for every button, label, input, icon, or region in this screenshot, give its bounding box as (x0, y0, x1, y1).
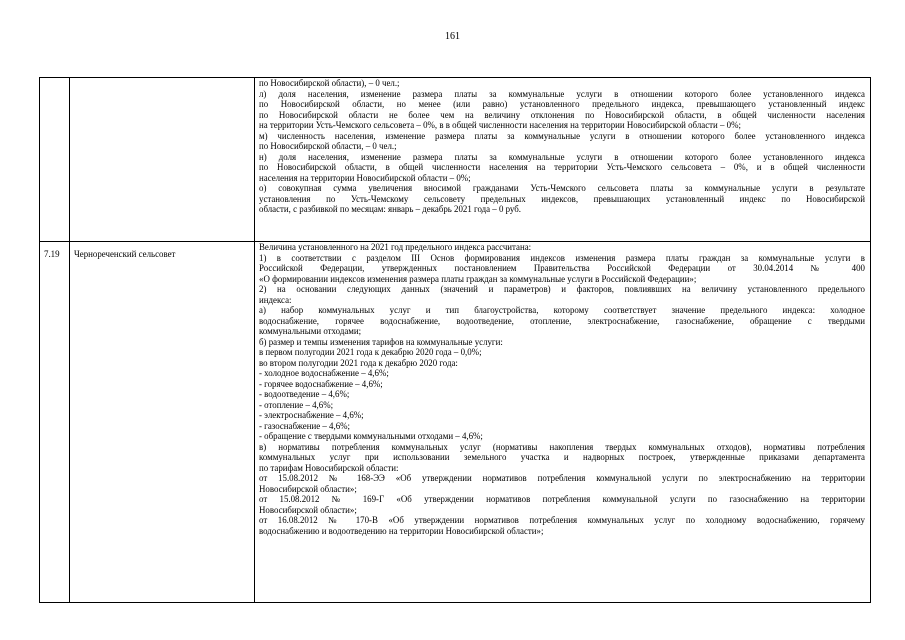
text-line: о) совокупная сумма увеличения вносимой гражданами Усть-Чемского сельсовета платы за коммунальные услуги в результате (259, 183, 865, 193)
text-line: установления по Усть-Чемскому сельсовету предельных индексов, превышающих установленный индекс по Новосибирской (259, 193, 865, 204)
municipality-name-cell: Чернореченский сельсовет (70, 242, 255, 603)
text-line: от 15.08.2012 № 169-Г «Об утверждении нормативов потребления коммунальной услуги по газоснабжению на территории (259, 494, 865, 504)
text-line: а) набор коммунальных услуг и тип благоустройства, которому соответствует значение предельного индекса: холодное (259, 305, 865, 315)
text-line: по Новосибирской области, – 0 чел.; (259, 141, 397, 151)
text-line: - отопление – 4,6%; (259, 399, 334, 410)
description-cell (255, 242, 871, 603)
text-line: Российской Федерации, утвержденных постановлением Правительства Российской Федерации от 30.04.2014 № 400 (259, 263, 865, 273)
text-line: по Новосибирской области, но менее (или равно) установленного предельного индекса, превышающего установленный индекс (259, 99, 865, 109)
text-line: 1) в соответствии с разделом III Основ формирования индексов изменения размера платы граждан за коммунальные услуги в (259, 252, 865, 263)
text-line: по Новосибирской области не более чем на величину отклонения по Новосибирской области, в общей численности населения (259, 109, 865, 120)
text-line: от 15.08.2012 № 168-ЭЭ «Об утверждении нормативов потребления коммунальной услуги по электроснабжению на территории (259, 473, 865, 483)
municipality-name-cell (70, 78, 255, 242)
text-line: индекса: (259, 294, 292, 305)
text-line: 2) на основании следующих данных (значений и параметров) и факторов, повлиявших на величину установленного предельного (259, 284, 865, 294)
text-line: по Новосибирской области, в общей численности населения на территории Усть-Чемского сельсовета – 0%, и в общей численности (259, 162, 865, 172)
text-line: области, с разбивкой по месяцам: январь – декабрь 2021 года – 0 руб. (259, 204, 521, 214)
table-row (40, 242, 871, 603)
text-line: в) нормативы потребления коммунальных услуг (нормативы накопления твердых коммунальных отходов), нормативы потребления (259, 441, 865, 452)
page-number: 161 (445, 31, 460, 42)
text-line: коммунальными отходами; (259, 326, 362, 336)
row-number-cell: 7.19 (40, 242, 70, 603)
text-line: - водоотведение – 4,6%; (259, 389, 350, 399)
text-line: «О формировании индексов изменения размера платы граждан за коммунальные услуги в Российской Федерации»; (259, 273, 697, 284)
text-line: Величина установленного на 2021 год предельного индекса рассчитана: (259, 242, 532, 252)
row-number-cell (40, 78, 70, 242)
text-line: - газоснабжение – 4,6%; (259, 420, 351, 431)
text-line: б) размер и темпы изменения тарифов на коммунальные услуги: (259, 336, 503, 347)
text-line: - горячее водоснабжение – 4,6%; (259, 378, 383, 389)
text-line: м) численность населения, изменение размера платы за коммунальные услуги в отношении которого более установленного индекса (259, 130, 865, 141)
text-line: коммунальных услуг при использовании земельного участка и надворных построек, утвержденные приказами департамента (259, 452, 865, 462)
text-line: Новосибирской области»; (259, 504, 357, 515)
text-line: на территории Усть-Чемского сельсовета – 0%, в в общей численности населения на территории Новосибирской области – 0%; (259, 120, 741, 130)
document-table (39, 77, 871, 603)
description-cell (255, 78, 871, 242)
text-line: н) доля населения, изменение размера платы за коммунальные услуги в отношении которого более установленного индекса (259, 151, 865, 162)
text-line: водоснабжению и водоотведению на территории Новосибирской области»; (259, 525, 544, 536)
text-line: по Новосибирской области), – 0 чел.; (259, 78, 400, 88)
table-row (40, 78, 871, 242)
text-line: - электроснабжение – 4,6%; (259, 410, 364, 420)
text-line: - холодное водоснабжение – 4,6%; (259, 368, 389, 378)
text-line: населения на территории Новосибирской области – 0%; (259, 172, 471, 183)
text-line: от 16.08.2012 № 170-В «Об утверждении нормативов потребления коммунальных услуг по холодному водоснабжению, горячему (259, 515, 865, 525)
text-line: во втором полугодии 2021 года к декабрю 2020 года: (259, 357, 458, 368)
text-line: - обращение с твердыми коммунальными отходами – 4,6%; (259, 431, 483, 441)
text-line: по тарифам Новосибирской области: (259, 462, 399, 473)
text-line: Новосибирской области»; (259, 483, 357, 494)
text-line: в первом полугодии 2021 года к декабрю 2020 года – 0,0%; (259, 347, 482, 357)
text-line: л) доля населения, изменение размера платы за коммунальные услуги в отношении которого более установленного индекса (259, 88, 865, 99)
text-line: водоснабжение, горячее водоснабжение, водоотведение, отопление, электроснабжение, газоснабжение, обращение с твердыми (259, 315, 865, 326)
